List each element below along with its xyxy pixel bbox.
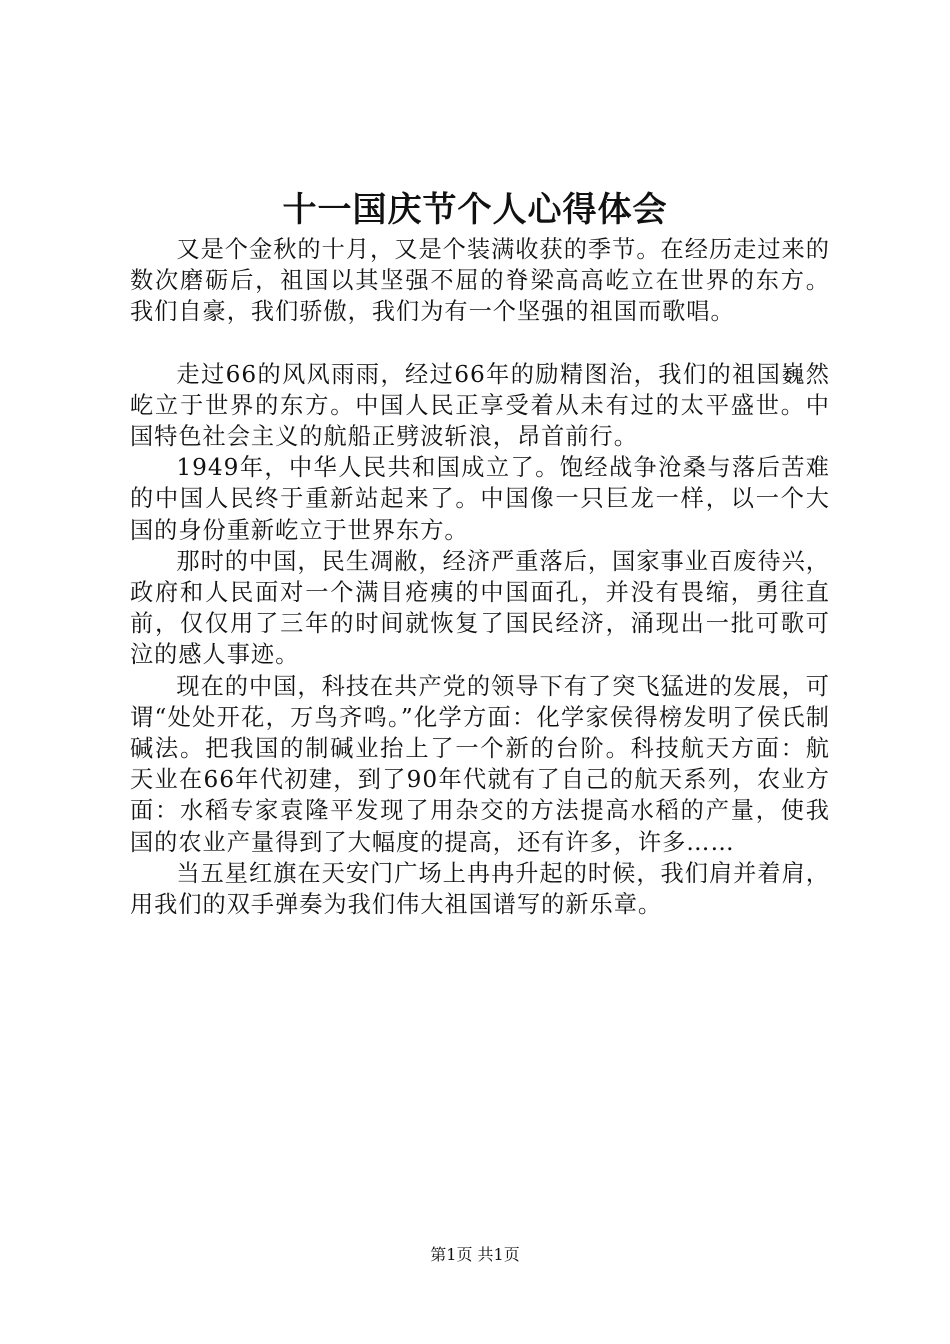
paragraph-4: 那时的中国，民生凋敝，经济严重落后，国家事业百废待兴，政府和人民面对一个满目疮痍的中国面孔，并没有畏缩，勇往直前，仅仅用了三年的时间就恢复了国民经济，涌现出一批可歌可泣的感人事迹。 bbox=[130, 547, 830, 669]
paragraph-3: 1949年，中华人民共和国成立了。饱经战争沧桑与落后苦难的中国人民终于重新站起来了。中国像一只巨龙一样，以一个大国的身份重新屹立于世界东方。 bbox=[130, 454, 830, 544]
paragraph-2: 走过66的风风雨雨，经过66年的励精图治，我们的祖国巍然屹立于世界的东方。中国人民正享受着从未有过的太平盛世。中国特色社会主义的航船正劈波斩浪，昂首前行。 bbox=[130, 360, 830, 451]
paragraph-1: 又是个金秋的十月，又是个装满收获的季节。在经历走过来的数次磨砺后，祖国以其坚强不屈的脊梁高高屹立在世界的东方。我们自豪，我们骄傲，我们为有一个坚强的祖国而歌唱。 bbox=[130, 236, 830, 326]
document-body bbox=[130, 234, 830, 920]
paragraph-5: 现在的中国，科技在共产党的领导下有了突飞猛进的发展，可谓“处处开花，万鸟齐鸣。”化学方面：化学家侯得榜发明了侯氏制碱法。把我国的制碱业抬上了一个新的台阶。科技航天方面：航天业在66年代初建，到了90年代就有了自己的航天系列，农业方面：水稻专家袁隆平发现了用杂交的方法提高水稻的产量，使我国的农业产量得到了大幅度的提高，还有许多，许多…… bbox=[130, 672, 830, 856]
document-title: 十一国庆节个人心得体会 bbox=[282, 190, 668, 230]
page-number-footer: 第1页 共1页 bbox=[430, 1245, 520, 1264]
paragraph-6: 当五星红旗在天安门广场上冉冉升起的时候，我们肩并着肩，用我们的双手弹奏为我们伟大祖国谱写的新乐章。 bbox=[130, 859, 830, 919]
